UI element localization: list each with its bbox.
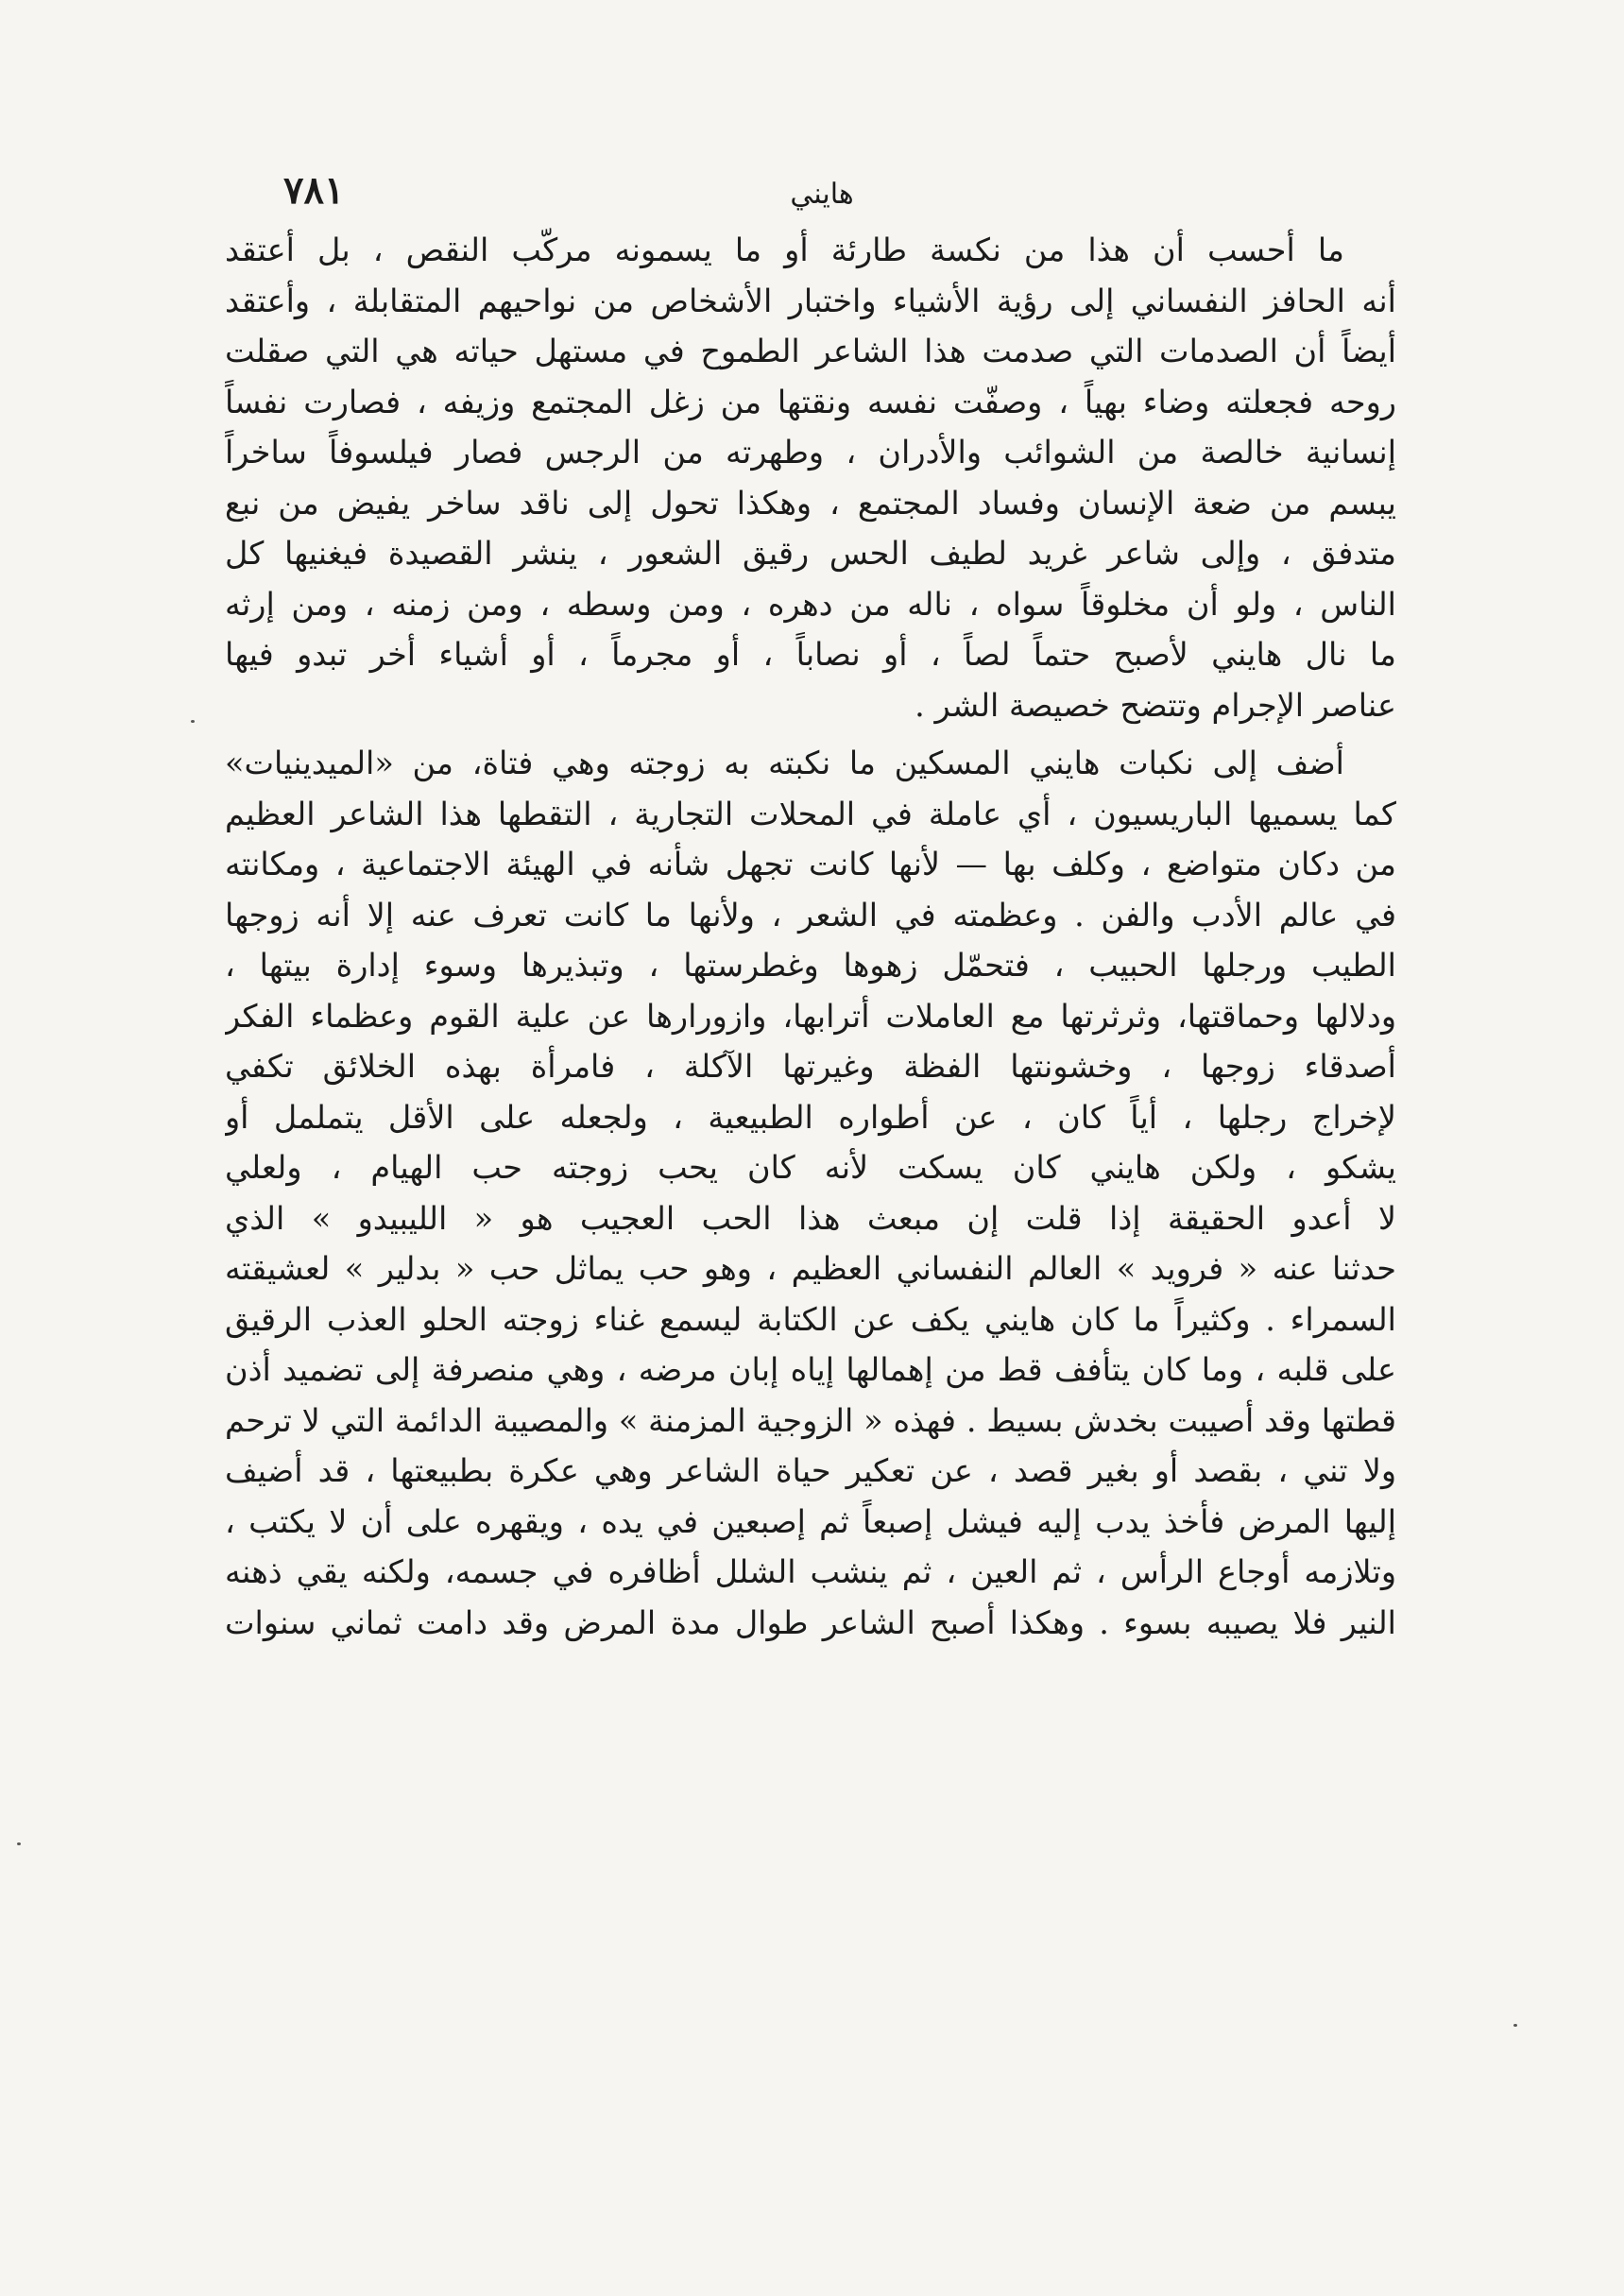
text-line: كما يسميها الباريسيون ، أي عاملة في المحلات التجارية ، التقطها هذا الشاعر العظيم xyxy=(225,795,1396,832)
text-line: ودلالها وحماقتها، وثرثرتها مع العاملات أترابها، وازورارها عن علية القوم وعظماء الفكر xyxy=(225,997,1396,1035)
page-number: ٧٨١ xyxy=(283,168,345,213)
text-line: يشكو ، ولكن هايني كان يسكت لأنه كان يحب زوجته حب الهيام ، ولعلي xyxy=(225,1149,1396,1186)
text-line: يبسم من ضعة الإنسان وفساد المجتمع ، وهكذا تحول إلى ناقد ساخر يفيض من نبع xyxy=(225,484,1396,522)
paragraph xyxy=(225,738,1396,1648)
text-line: أنه الحافز النفساني إلى رؤية الأشياء واختبار الأشخاص من نواحيهم المتقابلة ، وأعتقد xyxy=(225,282,1396,319)
scan-speck xyxy=(17,1842,21,1845)
text-line: النير فلا يصيبه بسوء . وهكذا أصبح الشاعر طوال مدة المرض وقد دامت ثماني سنوات xyxy=(225,1603,1396,1641)
text-line: ولا تني ، بقصد أو بغير قصد ، عن تعكير حياة الشاعر وهي عكرة بطبيعتها ، قد أضيف xyxy=(225,1452,1396,1489)
text-line: أصدقاء زوجها ، وخشونتها الفظة وغيرتها الآكلة ، فامرأة بهذه الخلائق تكفي xyxy=(225,1048,1396,1085)
text-line: الطيب ورجلها الحبيب ، فتحمّل زهوها وغطرستها ، وتبذيرها وسوء إدارة بيتها ، xyxy=(225,947,1396,984)
text-line: قطتها وقد أصيبت بخدش بسيط . فهذه « الزوجية المزمنة » والمصيبة الدائمة التي لا ترحم xyxy=(225,1401,1396,1439)
body-text xyxy=(225,225,1396,1648)
scan-speck xyxy=(191,720,195,723)
text-line: ما نال هايني لأصبح حتماً لصاً ، أو نصاباً ، أو مجرماً ، أو أشياء أخر تبدو فيها xyxy=(225,636,1396,673)
text-line: ما أحسب أن هذا من نكسة طارئة أو ما يسمونه مركّب النقص ، بل أعتقد xyxy=(225,231,1344,268)
text-line: حدثنا عنه « فرويد » العالم النفساني العظيم ، وهو حب يماثل حب « بدلير » لعشيقته xyxy=(225,1250,1396,1287)
paragraph xyxy=(225,225,1396,730)
text-line: روحه فجعلته وضاء بهياً ، وصفّت نفسه ونقتها من زغل المجتمع وزيفه ، فصارت نفساً xyxy=(225,383,1396,420)
text-line: على قلبه ، وما كان يتأفف قط من إهمالها إياه إبان مرضه ، وهي منصرفة إلى تضميد أذن xyxy=(225,1351,1396,1388)
text-line: أضف إلى نكبات هايني المسكين ما نكبته به زوجته وهي فتاة، من «الميدينيات» xyxy=(225,745,1344,781)
running-head: هايني xyxy=(790,178,854,211)
text-line: من دكان متواضع ، وكلف بها — لأنها كانت تجهل شأنه في الهيئة الاجتماعية ، ومكانته xyxy=(225,846,1396,882)
scan-speck xyxy=(1513,2024,1517,2027)
text-line: الناس ، ولو أن مخلوقاً سواه ، ناله من دهره ، ومن وسطه ، ومن زمنه ، ومن إرثه xyxy=(225,585,1396,623)
text-line: وتلازمه أوجاع الرأس ، ثم العين ، ثم ينشب الشلل أظافره في جسمه، ولكنه يقي ذهنه xyxy=(225,1553,1396,1590)
text-line: إنسانية خالصة من الشوائب والأدران ، وطهرته من الرجس فصار فيلسوفاً ساخراً xyxy=(225,434,1396,471)
text-line: متدفق ، وإلى شاعر غريد لطيف الحس رقيق الشعور ، ينشر القصيدة فيغنيها كل xyxy=(225,535,1396,572)
text-line: في عالم الأدب والفن . وعظمته في الشعر ، ولأنها ما كانت تعرف عنه إلا أنه زوجها xyxy=(225,896,1396,934)
text-line: السمراء . وكثيراً ما كان هايني يكف عن الكتابة ليسمع غناء زوجته الحلو العذب الرقيق xyxy=(225,1300,1396,1338)
text-line: إليها المرض فأخذ يدب إليه فيشل إصبعاً ثم إصبعين في يده ، ويقهره على أن لا يكتب ، xyxy=(225,1502,1396,1540)
text-line: عناصر الإجرام وتتضح خصيصة الشر . xyxy=(915,686,1396,724)
text-line: لإخراج رجلها ، أياً كان ، عن أطواره الطبيعية ، ولجعله على الأقل يتململ أو xyxy=(225,1098,1396,1136)
text-line: لا أعدو الحقيقة إذا قلت إن مبعث هذا الحب العجيب هو « الليبيدو » الذي xyxy=(225,1199,1396,1237)
text-line: أيضاً أن الصدمات التي صدمت هذا الشاعر الطموح في مستهل حياته هي التي صقلت xyxy=(225,333,1396,369)
